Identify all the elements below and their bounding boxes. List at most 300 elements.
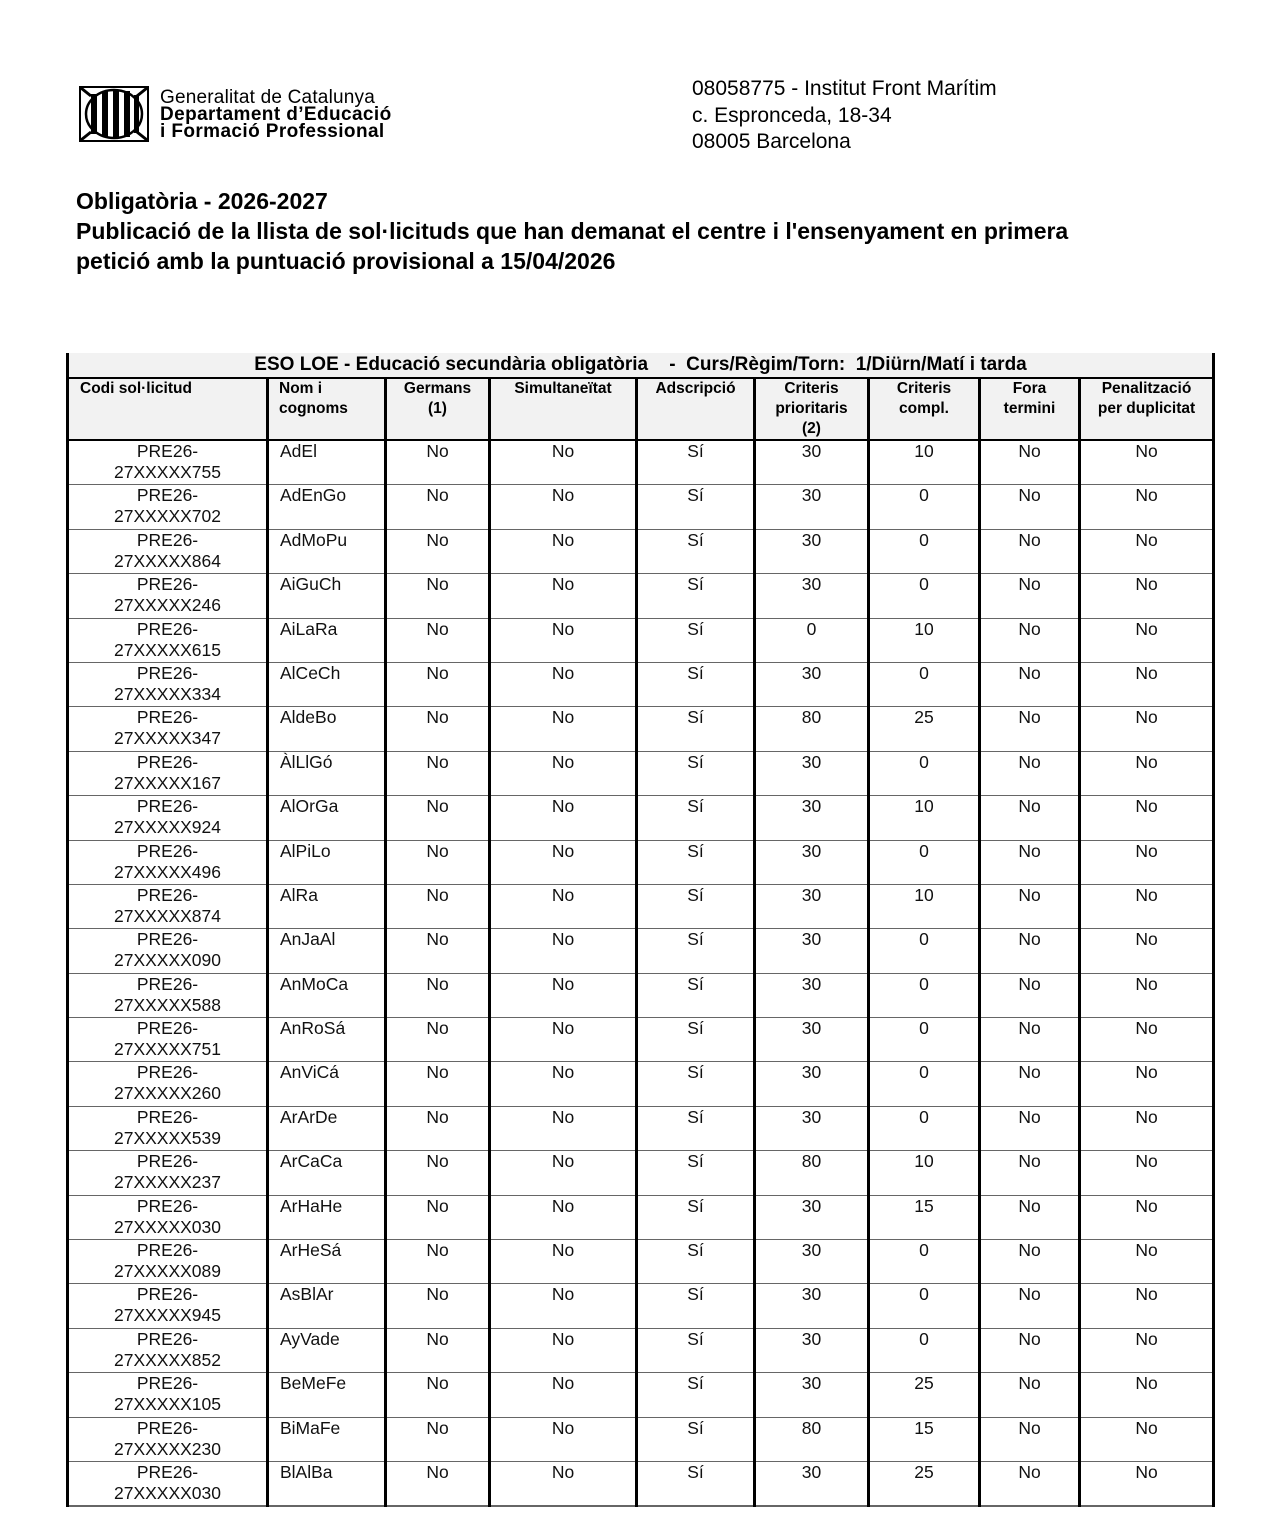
cell-criteris-compl: 0 (869, 929, 980, 973)
cell-criteris-compl: 0 (869, 840, 980, 884)
table-row (68, 1195, 1214, 1239)
table-row (68, 840, 1214, 884)
cell-adscripcio: Sí (637, 1417, 755, 1461)
column-header-line: (2) (802, 420, 821, 437)
cell-fora-termini: No (980, 618, 1080, 662)
cell-simultaneitat: No (490, 1106, 637, 1150)
cell-criteris-compl: 0 (869, 1106, 980, 1150)
code-part: PRE26- (136, 1062, 199, 1083)
cell-nom: AldeBo (268, 707, 386, 751)
cell-criteris-prioritaris: 30 (755, 751, 869, 795)
code-part: PRE26- (136, 529, 199, 550)
cell-germans: No (386, 1018, 490, 1062)
cell-fora-termini: No (980, 662, 1080, 706)
code-part: 27XXXXX588 (113, 994, 222, 1015)
code-part: 27XXXXX615 (113, 639, 222, 660)
cell-criteris-prioritaris: 30 (755, 485, 869, 529)
cell-nom: AsBlAr (268, 1284, 386, 1328)
code-part: PRE26- (136, 929, 199, 950)
cell-nom: AdEl (268, 440, 386, 485)
cell-criteris-prioritaris: 30 (755, 840, 869, 884)
cell-adscripcio: Sí (637, 884, 755, 928)
table-row (68, 1018, 1214, 1062)
cell-germans: No (386, 884, 490, 928)
cell-fora-termini: No (980, 1284, 1080, 1328)
cell-penalitzacio: No (1080, 1328, 1214, 1372)
cell-germans: No (386, 1240, 490, 1284)
cell-fora-termini: No (980, 1106, 1080, 1150)
cell-simultaneitat: No (490, 1373, 637, 1417)
code-part: PRE26- (136, 707, 199, 728)
logo-line-departament: Departament d’Educació (160, 103, 392, 125)
cell-fora-termini: No (980, 929, 1080, 973)
cell-nom: AlOrGa (268, 796, 386, 840)
cell-simultaneitat: No (490, 1328, 637, 1372)
cell-fora-termini: No (980, 1240, 1080, 1284)
table-row (68, 929, 1214, 973)
cell-penalitzacio: No (1080, 840, 1214, 884)
cell-criteris-compl: 0 (869, 1284, 980, 1328)
cell-germans: No (386, 1328, 490, 1372)
cell-codi (68, 1328, 268, 1372)
column-header-nom (268, 378, 386, 440)
cell-adscripcio: Sí (637, 1284, 755, 1328)
code-part: PRE26- (136, 618, 199, 639)
cell-simultaneitat: No (490, 1284, 637, 1328)
column-header-codi (68, 378, 268, 440)
cell-germans: No (386, 929, 490, 973)
code-part: 27XXXXX539 (113, 1127, 222, 1148)
code-part: PRE26- (136, 1461, 199, 1482)
cell-codi (68, 662, 268, 706)
cell-codi (68, 485, 268, 529)
cell-germans: No (386, 574, 490, 618)
cell-penalitzacio: No (1080, 973, 1214, 1017)
cell-simultaneitat: No (490, 973, 637, 1017)
cell-penalitzacio: No (1080, 662, 1214, 706)
cell-criteris-compl: 25 (869, 707, 980, 751)
cell-simultaneitat: No (490, 751, 637, 795)
cell-criteris-compl: 10 (869, 796, 980, 840)
cell-criteris-compl: 0 (869, 1240, 980, 1284)
cell-simultaneitat: No (490, 1151, 637, 1195)
table-row (68, 1417, 1214, 1461)
column-header-line: Simultaneïtat (514, 380, 612, 397)
cell-penalitzacio: No (1080, 1373, 1214, 1417)
code-part: PRE26- (136, 1106, 199, 1127)
cell-nom: AlPiLo (268, 840, 386, 884)
table-row (68, 618, 1214, 662)
cell-nom: AnRoSá (268, 1018, 386, 1062)
cell-criteris-compl: 0 (869, 1328, 980, 1372)
cell-fora-termini: No (980, 884, 1080, 928)
cell-germans: No (386, 1195, 490, 1239)
column-header-line: per duplicitat (1097, 400, 1196, 417)
cell-simultaneitat: No (490, 1417, 637, 1461)
cell-penalitzacio: No (1080, 485, 1214, 529)
cell-nom: ÀlLlGó (268, 751, 386, 795)
cell-codi (68, 1417, 268, 1461)
cell-adscripcio: Sí (637, 662, 755, 706)
cell-criteris-prioritaris: 30 (755, 973, 869, 1017)
code-part: PRE26- (136, 840, 199, 861)
cell-penalitzacio: No (1080, 707, 1214, 751)
cell-codi (68, 1284, 268, 1328)
cell-germans: No (386, 1151, 490, 1195)
code-part: PRE26- (136, 1195, 199, 1216)
cell-penalitzacio: No (1080, 1106, 1214, 1150)
cell-codi (68, 529, 268, 573)
cell-simultaneitat: No (490, 618, 637, 662)
cell-codi (68, 1018, 268, 1062)
document-title (76, 186, 1226, 276)
cell-germans: No (386, 840, 490, 884)
cell-adscripcio: Sí (637, 618, 755, 662)
cell-germans: No (386, 529, 490, 573)
cell-fora-termini: No (980, 751, 1080, 795)
cell-penalitzacio: No (1080, 884, 1214, 928)
cell-criteris-compl: 25 (869, 1373, 980, 1417)
cell-germans: No (386, 1062, 490, 1106)
column-header-simultaneitat (490, 378, 637, 440)
cell-simultaneitat: No (490, 485, 637, 529)
cell-criteris-prioritaris: 30 (755, 529, 869, 573)
cell-germans: No (386, 618, 490, 662)
cell-fora-termini: No (980, 1195, 1080, 1239)
code-part: 27XXXXX874 (113, 905, 222, 926)
cell-adscripcio: Sí (637, 973, 755, 1017)
cell-penalitzacio: No (1080, 1461, 1214, 1506)
code-part: 27XXXXX924 (113, 817, 222, 838)
code-part: 27XXXXX347 (113, 728, 222, 749)
cell-penalitzacio: No (1080, 1284, 1214, 1328)
code-part: 27XXXXX334 (113, 683, 222, 704)
code-part: PRE26- (136, 1240, 199, 1261)
cell-adscripcio: Sí (637, 840, 755, 884)
column-header-line: Codi sol·licitud (80, 380, 192, 397)
code-part: 27XXXXX260 (113, 1083, 222, 1104)
cell-criteris-compl: 0 (869, 1018, 980, 1062)
generalitat-logo (79, 86, 392, 142)
title-line-1: Publicació de la llista de sol·licituds que han demanat el centre i l'ensenyament en primera (76, 218, 1069, 244)
cell-criteris-prioritaris: 30 (755, 1195, 869, 1239)
column-header-line: Penalització (1101, 380, 1192, 397)
cell-criteris-compl: 15 (869, 1195, 980, 1239)
cell-nom: AnMoCa (268, 973, 386, 1017)
cell-penalitzacio: No (1080, 1240, 1214, 1284)
column-header-line: cognoms (279, 400, 348, 417)
code-part: 27XXXXX030 (113, 1216, 222, 1237)
cell-fora-termini: No (980, 840, 1080, 884)
cell-simultaneitat: No (490, 884, 637, 928)
cell-germans: No (386, 1417, 490, 1461)
code-part: 27XXXXX755 (113, 462, 222, 482)
table-row (68, 1461, 1214, 1506)
cell-nom: ArHeSá (268, 1240, 386, 1284)
code-part: 27XXXXX864 (113, 550, 222, 571)
column-header-line: Fora (1012, 380, 1047, 397)
table-row (68, 1106, 1214, 1150)
column-header-criteris-compl (869, 378, 980, 440)
cell-criteris-prioritaris: 30 (755, 1240, 869, 1284)
cell-simultaneitat: No (490, 840, 637, 884)
cell-codi (68, 574, 268, 618)
cell-penalitzacio: No (1080, 529, 1214, 573)
cell-nom: AiLaRa (268, 618, 386, 662)
cell-penalitzacio: No (1080, 440, 1214, 485)
cell-nom: AnJaAl (268, 929, 386, 973)
cell-criteris-compl: 0 (869, 973, 980, 1017)
cell-criteris-compl: 0 (869, 751, 980, 795)
cell-simultaneitat: No (490, 1018, 637, 1062)
code-part: PRE26- (136, 973, 199, 994)
centre-street: c. Espronceda, 18-34 (692, 103, 892, 127)
table-row (68, 1284, 1214, 1328)
cell-criteris-prioritaris: 30 (755, 1062, 869, 1106)
column-header-adscripcio (637, 378, 755, 440)
cell-adscripcio: Sí (637, 1062, 755, 1106)
cell-fora-termini: No (980, 1018, 1080, 1062)
table-row (68, 1328, 1214, 1372)
cell-nom: BlAlBa (268, 1461, 386, 1506)
applications-table (66, 353, 1215, 1507)
code-part: PRE26- (136, 662, 199, 683)
cell-fora-termini: No (980, 529, 1080, 573)
cell-criteris-prioritaris: 30 (755, 929, 869, 973)
table-banner: ESO LOE - Educació secundària obligatòria - Curs/Règim/Torn: 1/Diürn/Matí i tarda (68, 353, 1214, 378)
code-part: 27XXXXX237 (113, 1172, 222, 1193)
cell-criteris-prioritaris: 30 (755, 1373, 869, 1417)
cell-simultaneitat: No (490, 662, 637, 706)
cell-penalitzacio: No (1080, 796, 1214, 840)
cell-adscripcio: Sí (637, 751, 755, 795)
code-part: PRE26- (136, 1328, 199, 1349)
cell-nom: BiMaFe (268, 1417, 386, 1461)
code-part: PRE26- (136, 796, 199, 817)
cell-nom: AnViCá (268, 1062, 386, 1106)
code-part: 27XXXXX089 (113, 1261, 222, 1282)
cell-adscripcio: Sí (637, 1106, 755, 1150)
cell-codi (68, 1373, 268, 1417)
column-header-germans (386, 378, 490, 440)
cell-germans: No (386, 440, 490, 485)
cell-adscripcio: Sí (637, 529, 755, 573)
cell-penalitzacio: No (1080, 1151, 1214, 1195)
logo-line-generalitat: Generalitat de Catalunya (160, 86, 375, 108)
code-part: 27XXXXX852 (113, 1349, 222, 1370)
cell-simultaneitat: No (490, 1461, 637, 1506)
table-row (68, 1240, 1214, 1284)
table-row (68, 574, 1214, 618)
cell-simultaneitat: No (490, 707, 637, 751)
centre-city: 08005 Barcelona (692, 130, 851, 153)
cell-criteris-prioritaris: 30 (755, 1328, 869, 1372)
cell-germans: No (386, 1106, 490, 1150)
code-part: 27XXXXX246 (113, 595, 222, 616)
cell-criteris-prioritaris: 30 (755, 884, 869, 928)
cell-fora-termini: No (980, 973, 1080, 1017)
cell-criteris-prioritaris: 30 (755, 1284, 869, 1328)
cell-germans: No (386, 751, 490, 795)
cell-criteris-prioritaris: 30 (755, 1461, 869, 1506)
table-row (68, 1062, 1214, 1106)
cell-fora-termini: No (980, 485, 1080, 529)
cell-germans: No (386, 973, 490, 1017)
cell-fora-termini: No (980, 1373, 1080, 1417)
cell-germans: No (386, 1284, 490, 1328)
cell-criteris-compl: 0 (869, 574, 980, 618)
cell-fora-termini: No (980, 707, 1080, 751)
code-part: PRE26- (136, 485, 199, 506)
code-part: 27XXXXX230 (113, 1438, 222, 1459)
cell-criteris-prioritaris: 30 (755, 796, 869, 840)
cell-penalitzacio: No (1080, 751, 1214, 795)
code-part: 27XXXXX030 (113, 1482, 222, 1503)
centre-name: 08058775 - Institut Front Marítim (692, 77, 997, 100)
code-part: PRE26- (136, 751, 199, 772)
cell-criteris-prioritaris: 30 (755, 1018, 869, 1062)
cell-criteris-compl: 0 (869, 662, 980, 706)
cell-adscripcio: Sí (637, 1328, 755, 1372)
code-part: 27XXXXX105 (113, 1394, 222, 1415)
cell-nom: AdEnGo (268, 485, 386, 529)
cell-adscripcio: Sí (637, 1461, 755, 1506)
cell-penalitzacio: No (1080, 929, 1214, 973)
cell-criteris-prioritaris: 0 (755, 618, 869, 662)
cell-criteris-compl: 0 (869, 1062, 980, 1106)
column-header-criteris-prioritaris (755, 378, 869, 440)
cell-codi (68, 1062, 268, 1106)
cell-nom: ArArDe (268, 1106, 386, 1150)
cell-fora-termini: No (980, 1328, 1080, 1372)
cell-penalitzacio: No (1080, 1195, 1214, 1239)
cell-criteris-compl: 15 (869, 1417, 980, 1461)
cell-adscripcio: Sí (637, 1018, 755, 1062)
cell-simultaneitat: No (490, 574, 637, 618)
cell-criteris-compl: 10 (869, 440, 980, 485)
cell-nom: AiGuCh (268, 574, 386, 618)
cell-fora-termini: No (980, 1417, 1080, 1461)
cell-criteris-compl: 25 (869, 1461, 980, 1506)
cell-germans: No (386, 796, 490, 840)
cell-nom: AlRa (268, 884, 386, 928)
column-header-penalitzacio (1080, 378, 1214, 440)
cell-codi (68, 796, 268, 840)
column-header-line: Criteris (784, 380, 839, 397)
cell-germans: No (386, 1461, 490, 1506)
column-header-line: prioritaris (775, 400, 848, 417)
code-part: 27XXXXX945 (113, 1305, 222, 1326)
cell-codi (68, 884, 268, 928)
cell-codi (68, 1151, 268, 1195)
cell-adscripcio: Sí (637, 485, 755, 529)
logo-line-formacio: i Formació Professional (160, 120, 385, 142)
cell-adscripcio: Sí (637, 1195, 755, 1239)
title-level: Obligatòria - 2026-2027 (76, 188, 328, 214)
cell-nom: AyVade (268, 1328, 386, 1372)
generalitat-coat-of-arms-icon (79, 86, 149, 142)
column-header-line: compl. (899, 400, 949, 417)
cell-nom: BeMeFe (268, 1373, 386, 1417)
code-part: PRE26- (136, 441, 199, 461)
table-row (68, 973, 1214, 1017)
cell-simultaneitat: No (490, 1240, 637, 1284)
cell-fora-termini: No (980, 1062, 1080, 1106)
table-row (68, 707, 1214, 751)
code-part: 27XXXXX090 (113, 950, 222, 971)
cell-criteris-compl: 10 (869, 618, 980, 662)
cell-nom: ArCaCa (268, 1151, 386, 1195)
cell-simultaneitat: No (490, 1062, 637, 1106)
cell-adscripcio: Sí (637, 707, 755, 751)
cell-codi (68, 618, 268, 662)
cell-codi (68, 973, 268, 1017)
cell-codi (68, 440, 268, 485)
column-header-line: Criteris (896, 380, 952, 397)
cell-codi (68, 1106, 268, 1150)
cell-nom: AlCeCh (268, 662, 386, 706)
cell-simultaneitat: No (490, 440, 637, 485)
centre-address (692, 76, 997, 156)
cell-codi (68, 1195, 268, 1239)
cell-adscripcio: Sí (637, 1240, 755, 1284)
table-header-row (68, 378, 1214, 440)
column-header-line: (1) (428, 400, 447, 417)
column-header-line: Adscripció (655, 380, 736, 397)
cell-fora-termini: No (980, 1461, 1080, 1506)
cell-simultaneitat: No (490, 1195, 637, 1239)
cell-simultaneitat: No (490, 529, 637, 573)
cell-penalitzacio: No (1080, 618, 1214, 662)
cell-criteris-compl: 10 (869, 1151, 980, 1195)
cell-adscripcio: Sí (637, 1151, 755, 1195)
cell-criteris-compl: 0 (869, 529, 980, 573)
cell-criteris-prioritaris: 80 (755, 1151, 869, 1195)
cell-codi (68, 840, 268, 884)
cell-nom: AdMoPu (268, 529, 386, 573)
cell-simultaneitat: No (490, 796, 637, 840)
cell-criteris-prioritaris: 30 (755, 574, 869, 618)
cell-criteris-prioritaris: 80 (755, 707, 869, 751)
column-header-line: termini (1003, 400, 1056, 417)
code-part: PRE26- (136, 1151, 199, 1172)
cell-adscripcio: Sí (637, 929, 755, 973)
table-row (68, 751, 1214, 795)
cell-adscripcio: Sí (637, 574, 755, 618)
code-part: 27XXXXX496 (113, 861, 222, 882)
code-part: PRE26- (136, 1417, 199, 1438)
cell-codi (68, 1240, 268, 1284)
cell-fora-termini: No (980, 796, 1080, 840)
code-part: PRE26- (136, 1018, 199, 1039)
cell-penalitzacio: No (1080, 1062, 1214, 1106)
code-part: 27XXXXX751 (113, 1039, 222, 1060)
cell-penalitzacio: No (1080, 574, 1214, 618)
cell-fora-termini: No (980, 440, 1080, 485)
table-row (68, 1151, 1214, 1195)
cell-germans: No (386, 1373, 490, 1417)
table-row (68, 529, 1214, 573)
code-part: PRE26- (136, 1284, 199, 1305)
table-row (68, 440, 1214, 485)
cell-fora-termini: No (980, 574, 1080, 618)
code-part: PRE26- (136, 884, 199, 905)
cell-germans: No (386, 485, 490, 529)
cell-codi (68, 751, 268, 795)
title-line-2: petició amb la puntuació provisional a 15/04/2026 (76, 248, 616, 274)
cell-codi (68, 929, 268, 973)
code-part: PRE26- (136, 574, 199, 595)
